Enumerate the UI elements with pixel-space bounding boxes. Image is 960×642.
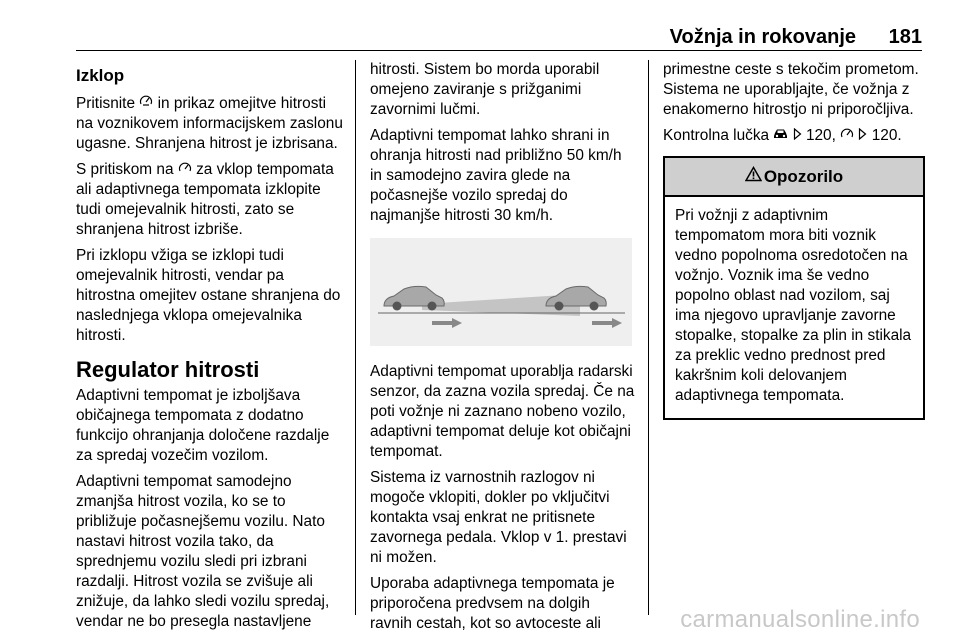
paragraph: Uporaba adaptivnega tempomata je priporočena predvsem na dolgih ravnih cestah, kot so avtoceste ali — [370, 575, 615, 632]
warning-triangle-icon — [745, 166, 762, 187]
paragraph: Pri izklopu vžiga se izklopi tudi omejevalnik hitrosti, vendar pa hitrostna omejitev ostane shranjena do naslednjega vklopa omejevalnika hitrosti. — [76, 247, 341, 344]
direction-arrow-icon — [432, 318, 462, 328]
column-3 — [663, 60, 925, 420]
warning-header — [665, 158, 923, 197]
paragraph: primestne ceste s tekočim prometom. Sistema ne uporabljajte, če vožnja z enakomerno hitrostjo ni priporočljiva. — [663, 61, 919, 118]
speed-limiter-icon — [139, 94, 153, 114]
warning-text: Pri vožnji z adaptivnim tempomatom mora biti voznik vedno popolnoma osredotočen na vožnjo. Voznik ima še vedno popolno oblast nad vozilom, saj ima njegovo upravljanje zavorne stopalke, stopalke za plin in stikala za preklic vedno prednost pred kakršnim koli delovanjem adaptivnega tempomata. — [675, 207, 912, 404]
reference-arrow-icon — [858, 126, 867, 146]
direction-arrow-icon — [592, 318, 622, 328]
paragraph: Adaptivni tempomat je izboljšava običajnega tempomata z dodatno funkcijo ohranjanja določene razdalje za spredaj vozečim vozilom. — [76, 387, 330, 464]
adaptive-cruise-illustration — [370, 238, 632, 346]
cruise-control-icon — [178, 160, 192, 180]
paragraph: Pritisnite in prikaz omejitve hitrosti na voznikovem informacijskem zaslonu ugasne. Shranjena hitrost je izbrisana. — [76, 95, 343, 152]
heading-izklop: Izklop — [76, 66, 125, 85]
paragraph: Adaptivni tempomat uporablja radarski senzor, da zazna vozila spredaj. Če na poti vožnje ni zaznano nobeno vozilo, adaptivni tempomat deluje kot običajni tempomat. — [370, 363, 635, 460]
paragraph: S pritiskom na za vklop tempomata ali adaptivnega tempomata izklopite tudi omejevalnik hitrosti, zato se shranjena hitrost izbriše. — [76, 161, 334, 238]
page-number: 181 — [888, 26, 922, 48]
header-title: Vožnja in rokovanje — [669, 26, 856, 48]
rear-car-icon — [384, 286, 444, 310]
paragraph: Sistema iz varnostnih razlogov ni mogoče vklopiti, dokler po vključitvi kontakta vsaj enkrat ne pritisnete zavornega pedala. Vklop v 1. prestavi ni možen. — [370, 469, 627, 566]
watermark: carmanualsonline.info — [680, 606, 920, 633]
header-rule — [76, 50, 922, 51]
column-separator-2 — [648, 60, 649, 615]
car-icon — [773, 126, 788, 146]
reference-arrow-icon — [793, 126, 802, 146]
paragraph: Adaptivni tempomat samodejno zmanjša hitrost vozila, ko se to približuje počasnejšemu vozilu. Nato nastavi hitrost vozila tako, da sprednjemu vozilu sledi pri izbrani razdalji. Hitrost vozila se zvišuje ali znižuje, da lahko sledi vozilu spredaj, vendar ne bo presegla nastavljene — [76, 473, 330, 630]
column-1 — [76, 60, 346, 638]
warning-box — [663, 156, 925, 420]
paragraph: Kontrolna lučka 120, 120. — [663, 127, 902, 144]
warning-title: Opozorilo — [763, 166, 844, 186]
column-separator-1 — [355, 60, 356, 615]
paragraph: Adaptivni tempomat lahko shrani in ohranja hitrosti nad približno 50 km/h in samodejno zavira glede na počasnejše vozilo spredaj do najmanjše hitrosti 30 km/h. — [370, 127, 622, 224]
heading-regulator-hitrosti: Regulator hitrosti — [76, 357, 260, 382]
paragraph: hitrosti. Sistem bo morda uporabil omejeno zaviranje s prižganimi zavornimi lučmi. — [370, 61, 600, 118]
column-2 — [370, 60, 635, 640]
cruise-control-icon — [840, 126, 854, 146]
